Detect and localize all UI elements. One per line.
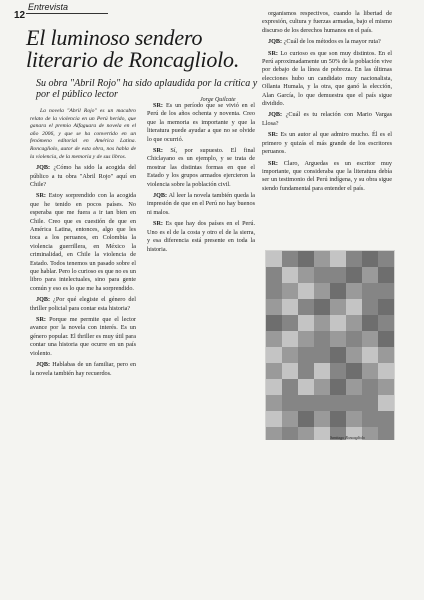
paragraph-text: ¿Por qué elegiste el género del thriller policial para contar esta historia? xyxy=(30,296,136,312)
quilt-tile xyxy=(330,251,346,267)
quilt-tile xyxy=(314,251,330,267)
qa-paragraph xyxy=(147,192,255,217)
quilt-tile xyxy=(266,251,282,267)
quilt-tile xyxy=(330,299,346,315)
column-1 xyxy=(30,108,136,381)
paragraph-text: Claro, Arguedas es un escritor muy importante, que consideraba que la literatura debía ser un testimonio del Perú indígena, y su obra sigue siendo fundamental para entender el país. xyxy=(262,159,392,192)
quilt-tile xyxy=(282,299,298,315)
quilt-tile xyxy=(298,283,314,299)
quilt-tile xyxy=(346,315,362,331)
quilt-tile xyxy=(266,395,282,411)
paragraph-text: Lo curioso es que son muy distintos. En el Perú aproximadamente un 50% de la población vive por debajo de la línea de pobreza. En las últimas elecciones hubo un candidato muy nacionalista, Ollanta Humala, y la otra, que ganó la elección, Alan García, lo que demuestra que el país sigue dividido. xyxy=(262,49,392,108)
qa-paragraph xyxy=(262,111,392,128)
quilt-tile xyxy=(298,347,314,363)
patchwork-illustration xyxy=(265,250,395,440)
qa-paragraph xyxy=(262,10,392,35)
quilt-tile xyxy=(298,315,314,331)
quilt-tile xyxy=(330,283,346,299)
column-2 xyxy=(147,102,255,257)
quilt-tile xyxy=(346,411,362,427)
quilt-tile xyxy=(314,315,330,331)
speaker-label: JQB: xyxy=(268,111,283,119)
quilt-tile xyxy=(362,267,378,283)
quilt-tile xyxy=(266,315,282,331)
quilt-tile xyxy=(266,411,282,427)
speaker-label: SR: xyxy=(268,131,278,139)
quilt-tile xyxy=(266,299,282,315)
paragraph-text: ¿Cuál de los métodos es la mayor ruta? xyxy=(283,38,381,46)
quilt-tile xyxy=(362,395,378,411)
quilt-tile xyxy=(378,251,394,267)
quilt-tile xyxy=(314,427,330,440)
quilt-tile xyxy=(330,363,346,379)
quilt-tile xyxy=(362,411,378,427)
quilt-tile xyxy=(378,363,394,379)
quilt-tile xyxy=(314,331,330,347)
quilt-tile xyxy=(346,299,362,315)
quilt-tile xyxy=(282,315,298,331)
quilt-tile xyxy=(282,251,298,267)
quilt-tile xyxy=(378,411,394,427)
column-2-qa xyxy=(147,102,255,254)
paragraph-text: Hablabas de un familiar, pero en la novela también hay recuerdos. xyxy=(30,361,136,377)
paragraph-text: Al leer la novela también queda la impresión de que en el Perú no hay buenos ni malos. xyxy=(147,192,255,216)
quilt-tile xyxy=(298,363,314,379)
quilt-tile xyxy=(314,411,330,427)
column-3-qa xyxy=(262,10,392,193)
paragraph-text: Es un autor al que admiro mucho. Él es el primero y quizás el más grande de los escritores peruanos. xyxy=(262,131,392,156)
image-credit: Santiago Roncagliolo xyxy=(330,435,365,440)
quilt-tile xyxy=(298,427,314,440)
quilt-tile xyxy=(378,283,394,299)
quilt-tile xyxy=(314,283,330,299)
lead-paragraph: La novela "Abril Rojo" es un macabro relato de la violencia en un Perú herido, que ganara el premio Alfaguara de novela en el año 2006, y que se ha convertido en un fenómeno editorial en América Latina. Roncagliolo, autor de esta obra, nos habla de la violencia, de la memoria y de sus libros. xyxy=(30,108,136,160)
quilt-tile xyxy=(266,331,282,347)
qa-paragraph xyxy=(262,131,392,156)
quilt-tile xyxy=(282,395,298,411)
quilt-tile xyxy=(362,251,378,267)
quilt-tile xyxy=(346,347,362,363)
quilt-tile xyxy=(362,299,378,315)
quilt-tile xyxy=(378,267,394,283)
quilt-tile xyxy=(362,363,378,379)
qa-paragraph xyxy=(262,38,392,46)
speaker-label: JQB: xyxy=(36,296,51,304)
quilt-tile xyxy=(378,331,394,347)
quilt-tile xyxy=(282,411,298,427)
quilt-tile xyxy=(330,267,346,283)
quilt-tile xyxy=(346,363,362,379)
quilt-tile xyxy=(362,283,378,299)
quilt-tile xyxy=(346,331,362,347)
quilt-tile xyxy=(282,331,298,347)
quilt-tile xyxy=(346,283,362,299)
speaker-label: JQB: xyxy=(153,192,168,200)
qa-paragraph xyxy=(262,50,392,109)
quilt-tile xyxy=(282,379,298,395)
article-title: El luminoso sendero literario de Roncagliolo. xyxy=(26,25,240,72)
paragraph-text: ¿Cuál es tu relación con Mario Vargas Llosa? xyxy=(262,111,392,127)
quilt-tile xyxy=(314,379,330,395)
paragraph-text: Es que hay dos países en el Perú. Uno es el de la costa y otro el de la sierra, y esa diferencia está presente en toda la historia. xyxy=(147,220,256,253)
quilt-tile xyxy=(282,427,298,440)
qa-paragraph xyxy=(147,220,255,254)
column-3 xyxy=(262,10,392,242)
qa-paragraph xyxy=(147,147,255,189)
quilt-tile xyxy=(378,427,394,440)
quilt-tile xyxy=(362,347,378,363)
page-number: 12 xyxy=(14,10,26,21)
quilt-tile xyxy=(298,411,314,427)
qa-paragraph xyxy=(147,102,255,144)
quilt-tile xyxy=(330,395,346,411)
qa-paragraph xyxy=(262,160,392,194)
quilt-tile xyxy=(314,299,330,315)
paragraph-text: Sí, por supuesto. El final Chiclayano es un ejemplo, y se trata de mostrar las distintas formas en que el Estado y los grupos armados ejercieron la violencia sobre la población civil. xyxy=(147,147,255,188)
quilt-tile xyxy=(314,347,330,363)
quilt-tile xyxy=(298,331,314,347)
quilt-tile xyxy=(314,363,330,379)
quilt-tile xyxy=(378,299,394,315)
speaker-label: JQB: xyxy=(36,164,51,172)
quilt-tile xyxy=(266,363,282,379)
byline: Jorge Quilcate xyxy=(200,97,236,103)
article-subtitle: Su obra "Abril Rojo" ha sido aplaudida por la crítica y por el público lector xyxy=(36,78,258,100)
quilt-tile xyxy=(378,395,394,411)
paragraph-text: Porque me permite que el lector avance por la novela con interés. Es un género popular. El thriller es muy útil para contar una historia que ocurre en un país violento. xyxy=(30,316,136,357)
quilt-tile xyxy=(282,363,298,379)
quilt-tile xyxy=(378,379,394,395)
quilt-tile xyxy=(330,347,346,363)
quilt-tile xyxy=(266,283,282,299)
quilt-tile xyxy=(346,395,362,411)
section-label: Entrevista xyxy=(26,2,108,14)
quilt-tile xyxy=(378,347,394,363)
qa-paragraph xyxy=(30,164,136,189)
qa-paragraph xyxy=(30,192,136,293)
quilt-tile xyxy=(314,267,330,283)
quilt-tile xyxy=(298,395,314,411)
column-1-qa xyxy=(30,164,136,378)
quilt-tile xyxy=(346,379,362,395)
paragraph-text: organismos respectivos, cuando la libertad de expresión, cultura y fuerzas armadas, bajo el mismo discurso de los derechos humanos en el país. xyxy=(262,10,392,34)
speaker-label: SR: xyxy=(268,159,278,167)
qa-paragraph xyxy=(30,361,136,378)
quilt-tile xyxy=(298,379,314,395)
quilt-tile xyxy=(266,427,282,440)
paragraph-text: Estoy sorprendido con la acogida que he tenido en pocos países. No esperaba que me fuera a ir tan bien en Chile. Creo que es cuestión de que en América Latina, entonces, algo que les toca a los peruanos, en Colombia la violencia guerrillera, en México la criminalidad, en Chile la violencia de Estado. Todos tenemos un pasado sobre el que hablar. Pero lo curioso es que no es un libro para intelectuales, sino para gente común y eso es lo que me ha sorprendido. xyxy=(30,192,136,292)
quilt-tile xyxy=(282,283,298,299)
quilt-tile xyxy=(314,395,330,411)
quilt-tile xyxy=(330,331,346,347)
quilt-tile xyxy=(282,267,298,283)
qa-paragraph xyxy=(30,296,136,313)
quilt-tile xyxy=(266,347,282,363)
quilt-tile xyxy=(362,315,378,331)
qa-paragraph xyxy=(30,316,136,358)
speaker-label: JQB: xyxy=(36,361,51,369)
speaker-label: SR: xyxy=(153,220,163,228)
quilt-tile xyxy=(346,251,362,267)
speaker-label: SR: xyxy=(36,316,46,324)
speaker-label: JQB: xyxy=(268,38,283,46)
quilt-tile xyxy=(330,315,346,331)
speaker-label: SR: xyxy=(153,147,163,155)
quilt-tile xyxy=(298,267,314,283)
paragraph-text: Es un período que se vivió en el Perú de los años ochenta y noventa. Creo que la memoria es importante y que la literatura puede ayudar a que no se olvide lo que ocurrió. xyxy=(147,102,255,143)
quilt-tile xyxy=(362,331,378,347)
quilt-tile xyxy=(298,251,314,267)
quilt-tile xyxy=(330,411,346,427)
quilt-tile xyxy=(266,379,282,395)
paragraph-text: ¿Cómo ha sido la acogida del público a tu obra "Abril Rojo" aquí en Chile? xyxy=(30,164,137,188)
speaker-label: SR: xyxy=(36,192,46,200)
speaker-label: SR: xyxy=(268,49,278,57)
quilt-tile xyxy=(282,347,298,363)
quilt-tile xyxy=(298,299,314,315)
speaker-label: SR: xyxy=(153,102,163,109)
quilt-tile xyxy=(346,267,362,283)
quilt-tile xyxy=(378,315,394,331)
quilt-tile xyxy=(266,267,282,283)
quilt-tile xyxy=(362,379,378,395)
quilt-tile xyxy=(330,379,346,395)
